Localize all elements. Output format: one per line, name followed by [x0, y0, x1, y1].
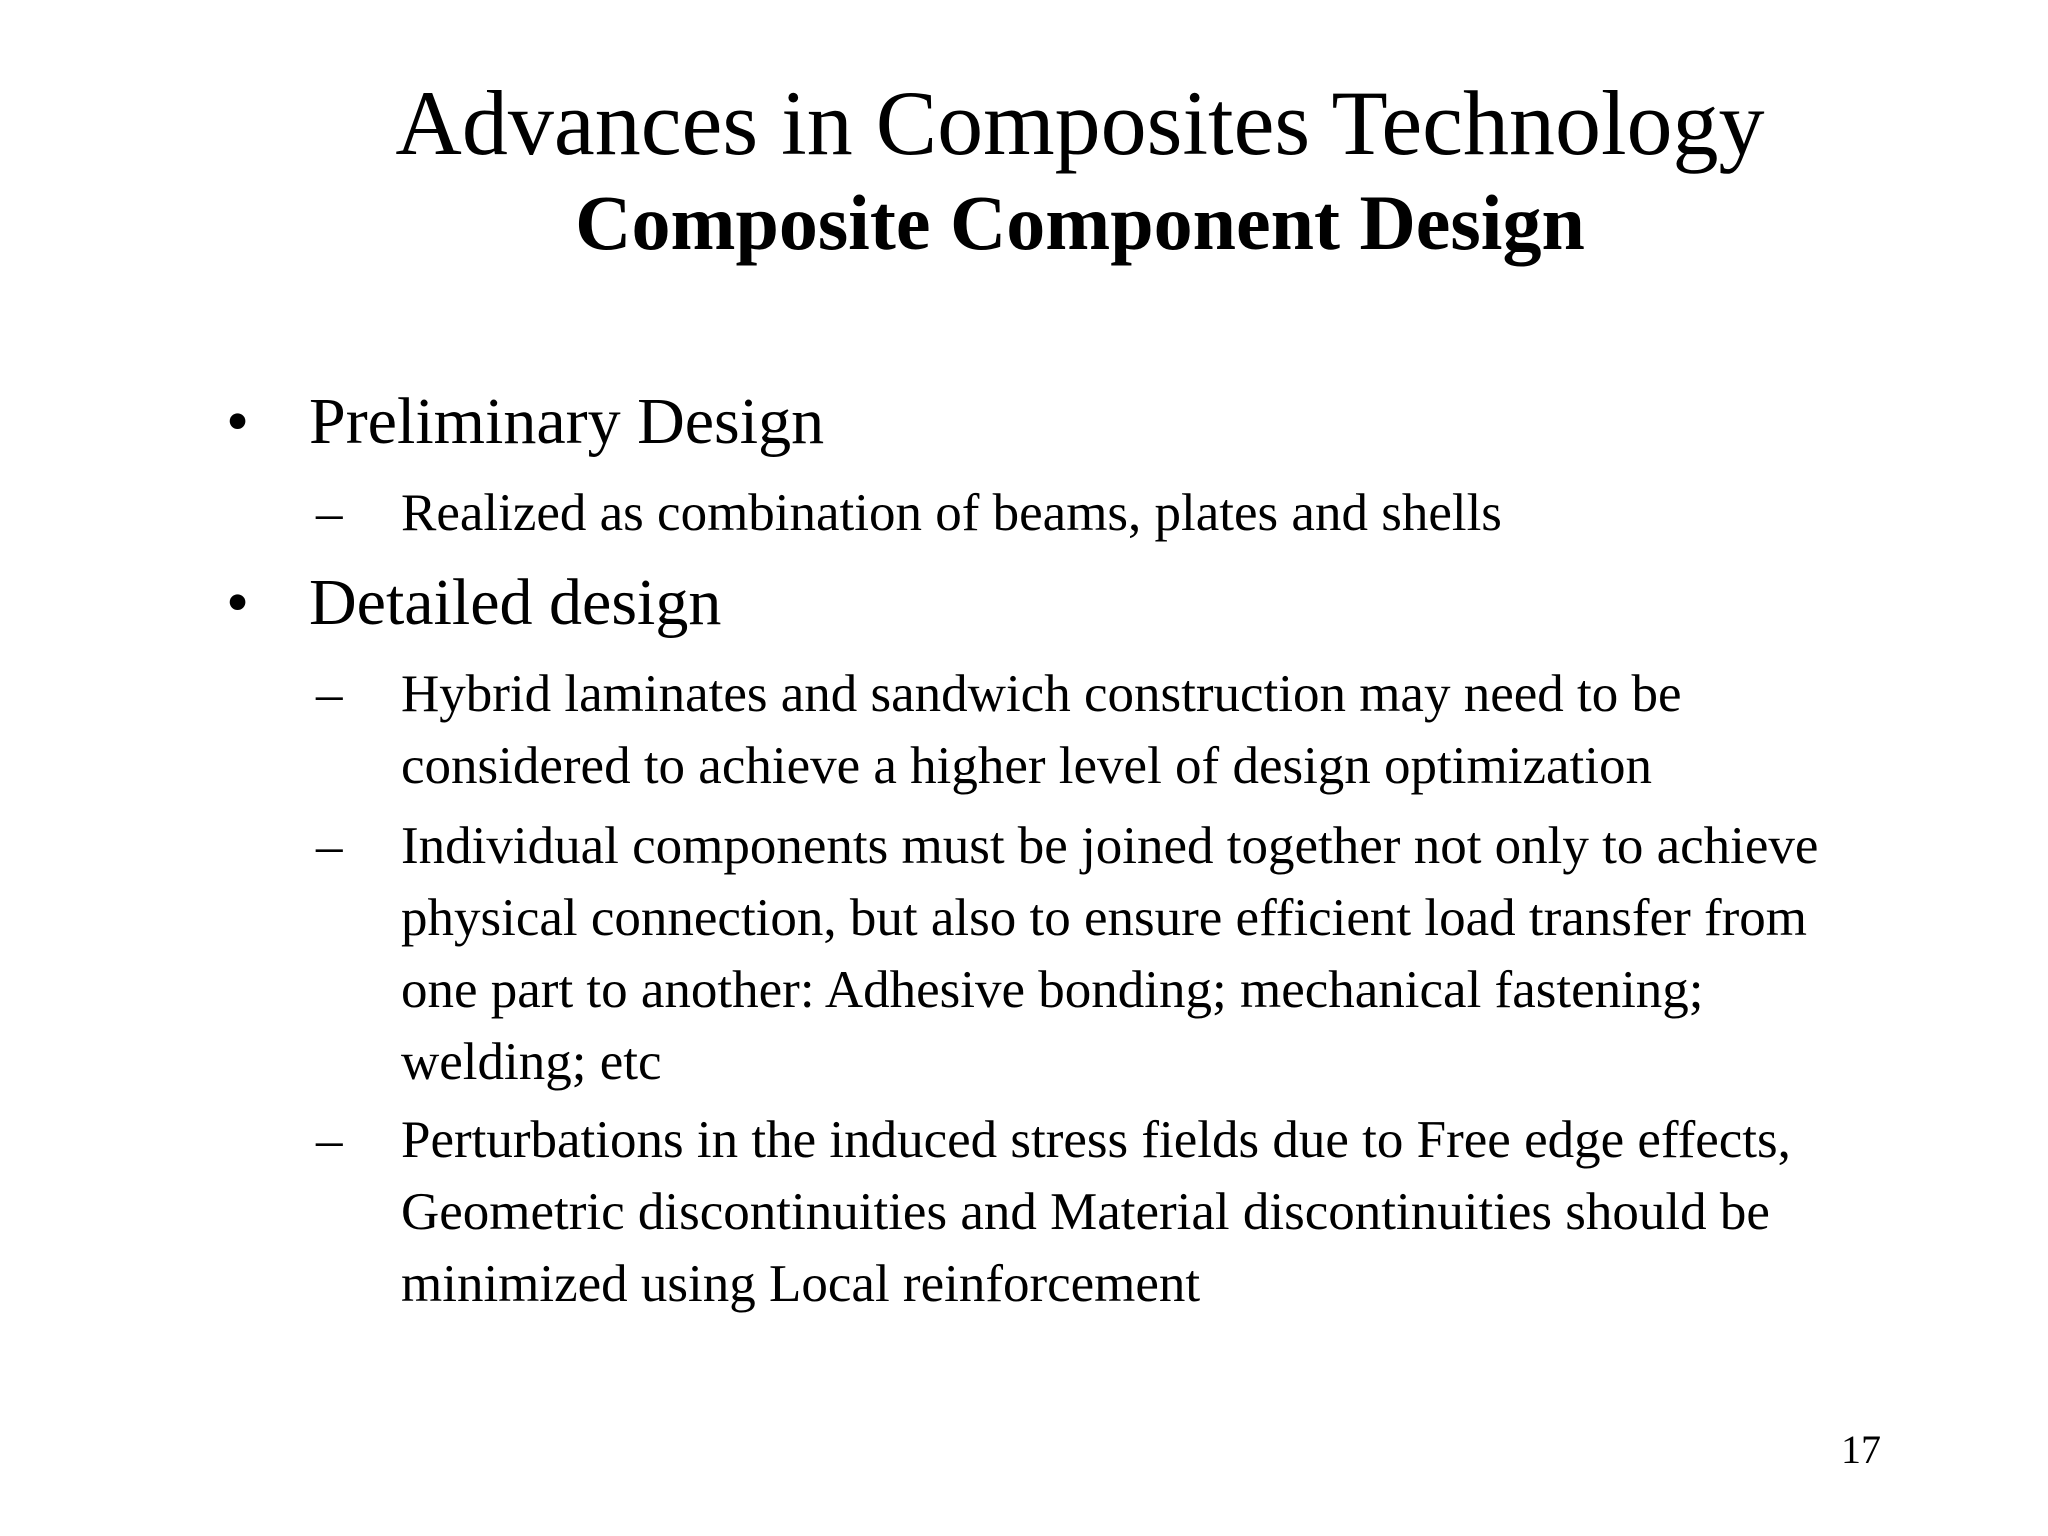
- slide-title: Advances in Composites Technology: [395, 72, 1765, 174]
- subitem-marker: –: [316, 1111, 343, 1169]
- bullet-text: Preliminary Design: [309, 385, 825, 458]
- subitem-line: minimized using Local reinforcement: [401, 1255, 1201, 1313]
- page-number: 17: [1841, 1427, 1881, 1472]
- subitem-line: welding; etc: [401, 1033, 662, 1091]
- subitem-line: considered to achieve a higher level of design optimization: [401, 737, 1652, 795]
- subitem-marker: –: [316, 817, 343, 875]
- subitem-line: Individual components must be joined together not only to achieve: [401, 817, 1819, 875]
- subitem-marker: –: [316, 665, 343, 723]
- bullet-marker: •: [226, 385, 250, 458]
- subitem-line: Perturbations in the induced stress fields due to Free edge effects,: [401, 1111, 1791, 1169]
- slide-subtitle: Composite Component Design: [575, 179, 1585, 266]
- bullet-text: Detailed design: [309, 566, 722, 639]
- subitem-line: Hybrid laminates and sandwich construction may need to be: [401, 665, 1682, 723]
- subitem-line: Realized as combination of beams, plates and shells: [401, 484, 1502, 542]
- bullet-marker: •: [226, 566, 250, 639]
- subitem-line: physical connection, but also to ensure efficient load transfer from: [401, 889, 1808, 947]
- subitem-marker: –: [316, 484, 343, 542]
- subitem-line: one part to another: Adhesive bonding; mechanical fastening;: [401, 961, 1704, 1019]
- subitem-line: Geometric discontinuities and Material discontinuities should be: [401, 1183, 1770, 1241]
